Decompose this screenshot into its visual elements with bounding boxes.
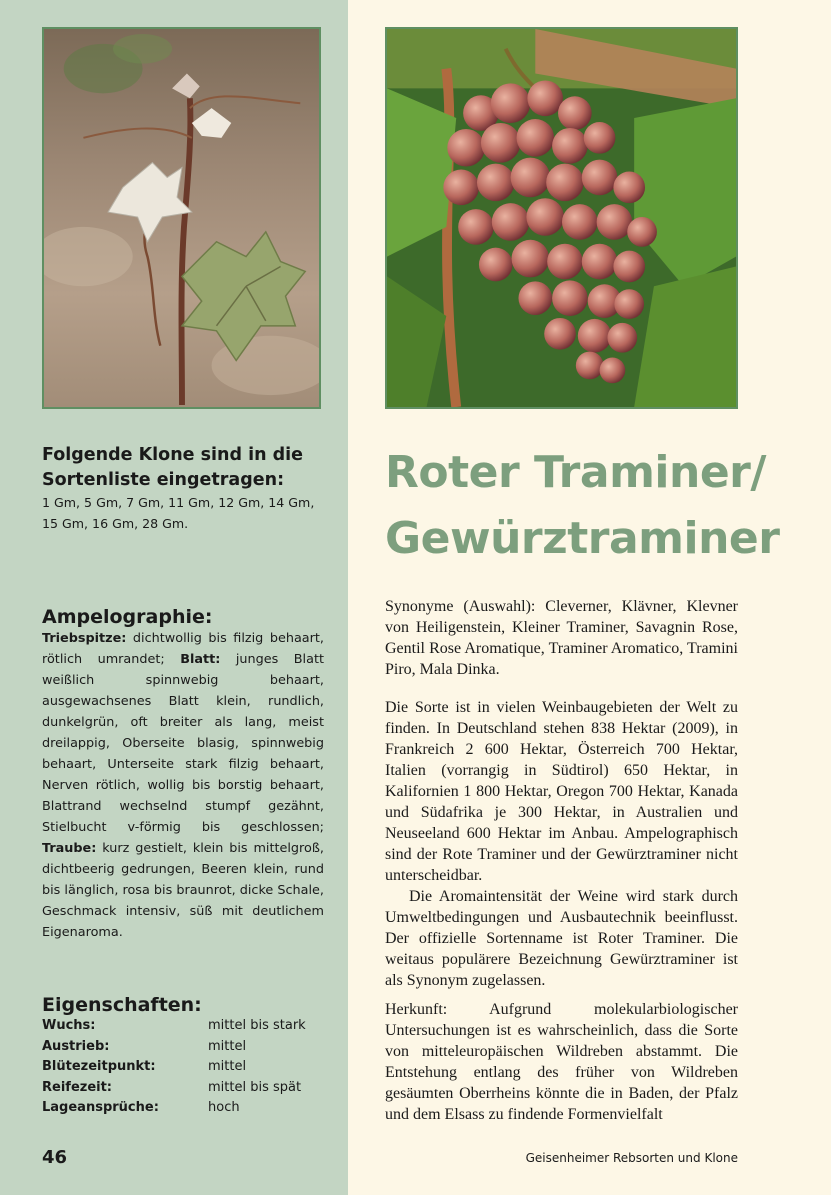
property-row-reifezeit <box>42 1078 332 1099</box>
synonyme-paragraph <box>385 596 738 680</box>
distribution-paragraph: Die Sorte ist in vielen Weinbaugebieten der Welt zu finden. In Deutschland stehen 838 Hektar (2009), in Frankreich 2 600 Hektar, Österreich 700 Hektar, Italien (vorrangig in Südtirol) 650 Hektar, in Kalifornien 1 800 Hektar, Oregon 700 Hektar, Kanada und Südafrika je 300 Hektar, in Australien und Neuseeland 600 Hektar im Anbau. Ampelographisch sind der Rote Traminer und der Gewürztraminer nicht unterscheidbar. <box>385 699 738 884</box>
blatt-text: junges Blatt weißlich spinnwebig behaart, ausgewachsenes Blatt klein, rundlich, dunkelgrün, oft breiter als lang, meist dreilappig, Oberseite blasig, spinnwebig behaart, Unterseite stark filzig behaart, Nerven rötlich, wollig bis borstig behaart, Blattrand wechselnd stumpf gezähnt, Stielbucht v-förmig bis geschlossen; <box>42 652 324 835</box>
clones-list: 1 Gm, 5 Gm, 7 Gm, 11 Gm, 12 Gm, 14 Gm, 15 Gm, 16 Gm, 28 Gm. <box>42 495 315 531</box>
property-label: Austrieb: <box>42 1038 110 1054</box>
shoot-tip-photo <box>42 27 321 409</box>
footer-text: Geisenheimer Rebsorten und Klone <box>525 1151 738 1165</box>
title-line1: Roter Traminer/ <box>385 447 766 498</box>
property-row-wuchs <box>42 1016 332 1037</box>
triebspitze-label: Triebspitze: <box>42 631 127 646</box>
grape-cluster-photo <box>385 27 738 409</box>
property-label: Blütezeitpunkt: <box>42 1059 156 1075</box>
property-value: mittel bis spät <box>208 1079 302 1095</box>
property-row-lageansprueche <box>42 1098 332 1119</box>
property-value: mittel bis stark <box>208 1018 306 1033</box>
aroma-paragraph: Die Aromaintensität der Weine wird stark durch Umweltbedingungen und Ausbautechnik beeinflusst. Der offizielle Sortenname ist Roter Traminer. Die weitaus populärere Bezeichnung Gewürztraminer ist als Synonym zugelassen. <box>385 888 738 989</box>
property-label: Reifezeit: <box>42 1079 113 1095</box>
property-label: Lageansprüche: <box>42 1100 159 1116</box>
title-line2: Gewürztraminer <box>385 513 780 564</box>
eigenschaften-table <box>42 1016 332 1119</box>
clones-heading-line1: Folgende Klone sind in die <box>42 445 304 465</box>
property-label: Wuchs: <box>42 1018 96 1033</box>
triebspitze-text: dichtwollig bis filzig behaart, rötlich umrandet; <box>42 631 324 667</box>
synonyme-text: Synonyme (Auswahl): Cleverner, Klävner, Klevner von Heiligenstein, Kleiner Traminer, Savagnin Rose, Gentil Rose Aromatique, Traminer Aromatico, Tramini Piro, Mala Dinka. <box>385 598 738 678</box>
ampelographie-heading: Ampelographie: <box>42 606 213 628</box>
traube-label: Traube: <box>42 841 97 856</box>
property-value: hoch <box>208 1100 240 1116</box>
clones-heading-line2: Sortenliste eingetragen: <box>42 470 285 490</box>
distribution-section <box>385 697 738 991</box>
page-title <box>385 440 805 572</box>
ampelographie-text <box>42 628 324 943</box>
property-row-bluetezeitpunkt <box>42 1057 332 1078</box>
property-value: mittel <box>208 1038 247 1054</box>
herkunft-paragraph <box>385 999 738 1125</box>
blatt-label: Blatt: <box>180 652 221 667</box>
page-number: 46 <box>42 1147 68 1168</box>
traube-text: kurz gestielt, klein bis mittelgroß, dichtbeerig gedrungen, Beeren klein, rund bis länglich, rosa bis braunrot, dicke Schale, Geschmack intensiv, süß mit deutlichem Eigenaroma. <box>42 841 324 940</box>
eigenschaften-heading: Eigenschaften: <box>42 994 202 1016</box>
property-value: mittel <box>208 1059 247 1075</box>
herkunft-text: Herkunft: Aufgrund molekularbiologischer Untersuchungen ist es wahrscheinlich, dass die Sorte von mitteleuropäischen Wildreben abstammt. Die Entstehung entlang des früher von Wildreben gesäumten Oberrheins könnte die in Baden, der Pfalz und dem Elsass zu findende Formenvielfalt <box>385 1001 738 1123</box>
property-row-austrieb <box>42 1037 332 1058</box>
clones-heading <box>42 443 342 493</box>
